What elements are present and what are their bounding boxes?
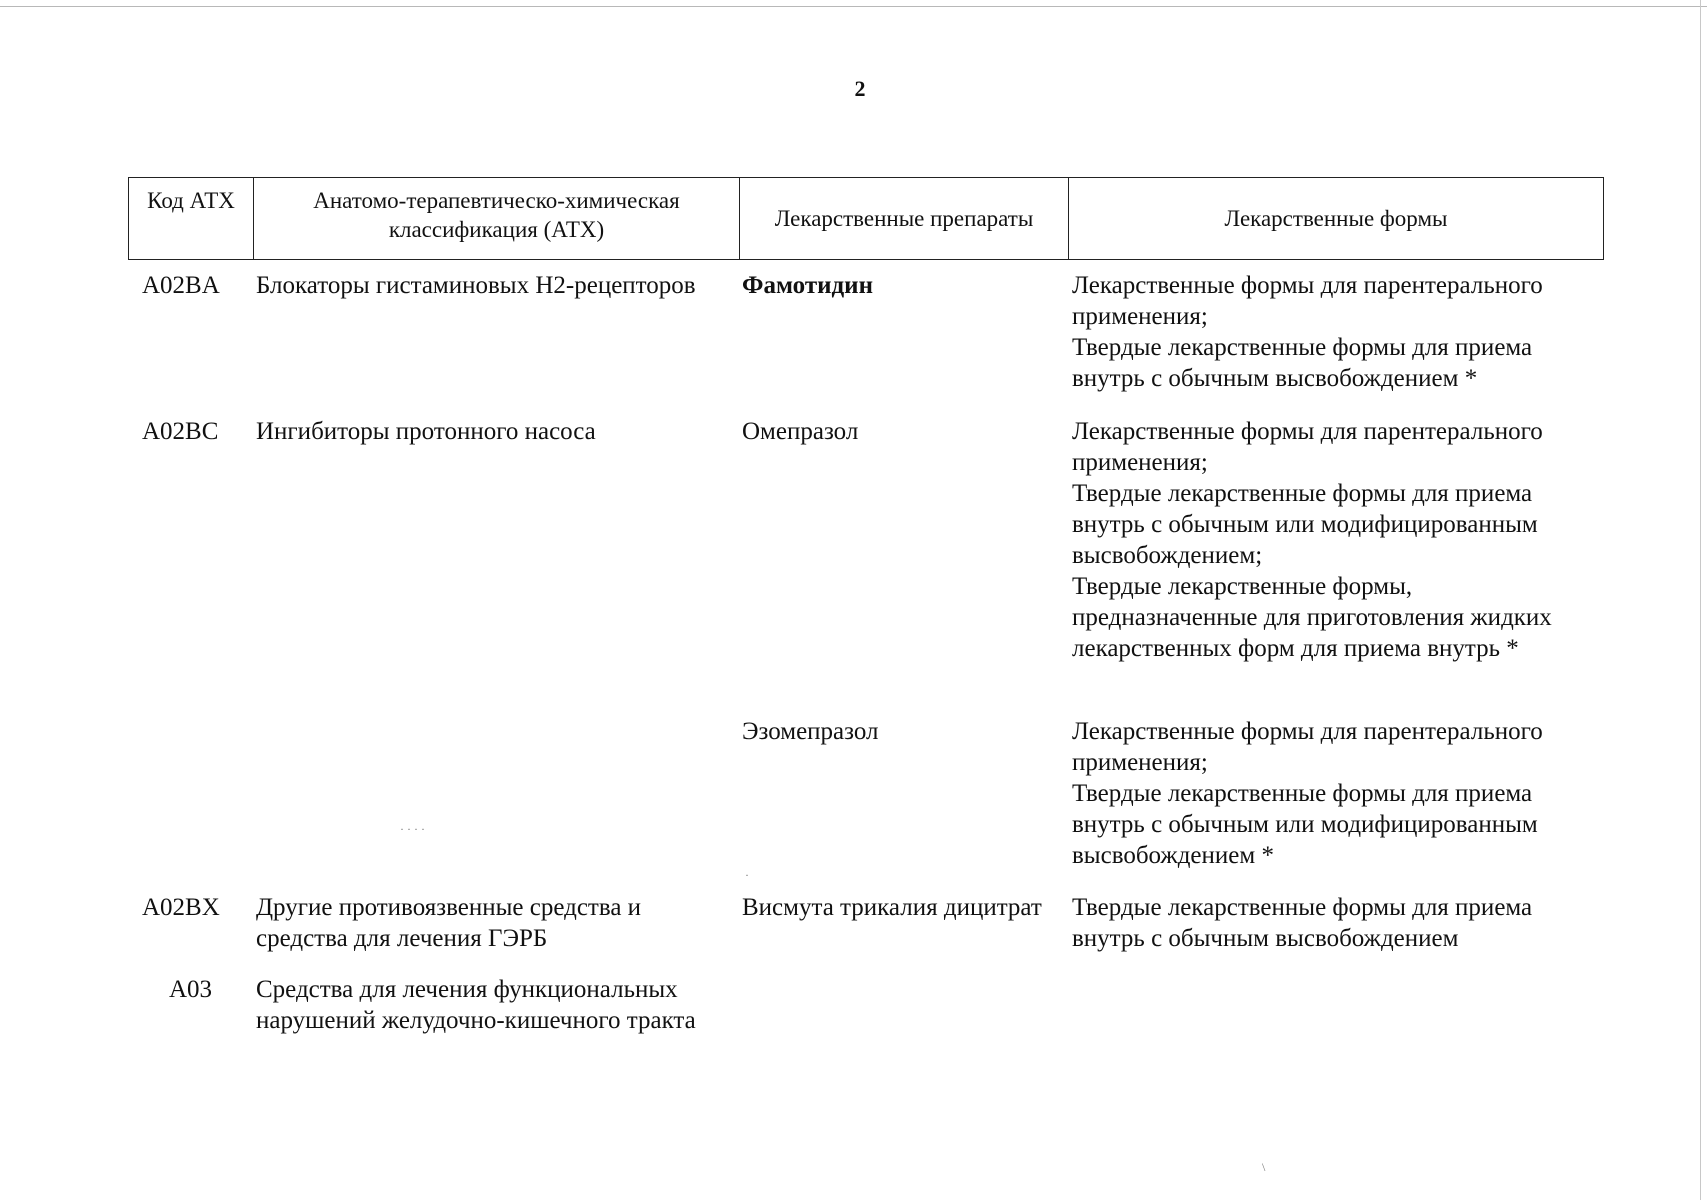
row-classification: Другие противоязвенные средства и средства для лечения ГЭРБ <box>256 894 642 952</box>
form-item: Твердые лекарственные формы, предназначенные для приготовления жидких лекарственных форм для приема внутрь * <box>1072 573 1552 662</box>
row-forms <box>1072 270 1602 394</box>
form-item: Лекарственные формы для парентерального применения; <box>1072 272 1543 330</box>
row-drug: Фамотидин <box>742 272 873 299</box>
row-classification: Средства для лечения функциональных нарушений желудочно-кишечного тракта <box>256 976 696 1034</box>
row-drug: Омепразол <box>742 418 859 445</box>
row-classification: Блокаторы гистаминовых Н2-рецепторов <box>256 272 696 299</box>
form-item: Лекарственные формы для парентерального применения; <box>1072 718 1543 776</box>
row-forms <box>1072 716 1602 871</box>
row-code: A02BC <box>142 418 219 445</box>
row-forms <box>1072 416 1602 664</box>
scan-edge-top <box>0 6 1707 7</box>
header-classification: Анатомо-терапевтическо-химическая классификация (АТХ) <box>254 178 740 259</box>
header-forms: Лекарственные формы <box>1224 206 1448 231</box>
form-item: Твердые лекарственные формы для приема внутрь с обычным или модифицированным высвобождением; <box>1072 480 1538 569</box>
form-item: Лекарственные формы для парентерального применения; <box>1072 418 1543 476</box>
row-code: A03 <box>168 976 213 1003</box>
row-drug: Висмута трикалия дицитрат <box>742 894 1042 921</box>
scan-speck: · <box>745 868 749 882</box>
row-drug: Эзомепразол <box>742 718 879 745</box>
row-code: A02BX <box>142 894 220 921</box>
header-code: Код АТХ <box>129 178 254 259</box>
row-code: A02BA <box>142 272 220 299</box>
row-classification: Ингибиторы протонного насоса <box>256 418 596 445</box>
page-number: 2 <box>854 76 866 101</box>
form-item: Твердые лекарственные формы для приема внутрь с обычным или модифицированным высвобождением * <box>1072 780 1538 869</box>
scan-edge-right <box>1700 0 1701 1200</box>
scan-speck: · · · · <box>400 822 425 836</box>
form-item: Твердые лекарственные формы для приема внутрь с обычным высвобождением <box>1072 894 1533 952</box>
row-forms <box>1072 892 1602 954</box>
header-drugs: Лекарственные препараты <box>740 178 1069 259</box>
scan-speck: \ <box>1262 1160 1266 1174</box>
form-item: Твердые лекарственные формы для приема внутрь с обычным высвобождением * <box>1072 334 1533 392</box>
table-header <box>128 177 1604 260</box>
